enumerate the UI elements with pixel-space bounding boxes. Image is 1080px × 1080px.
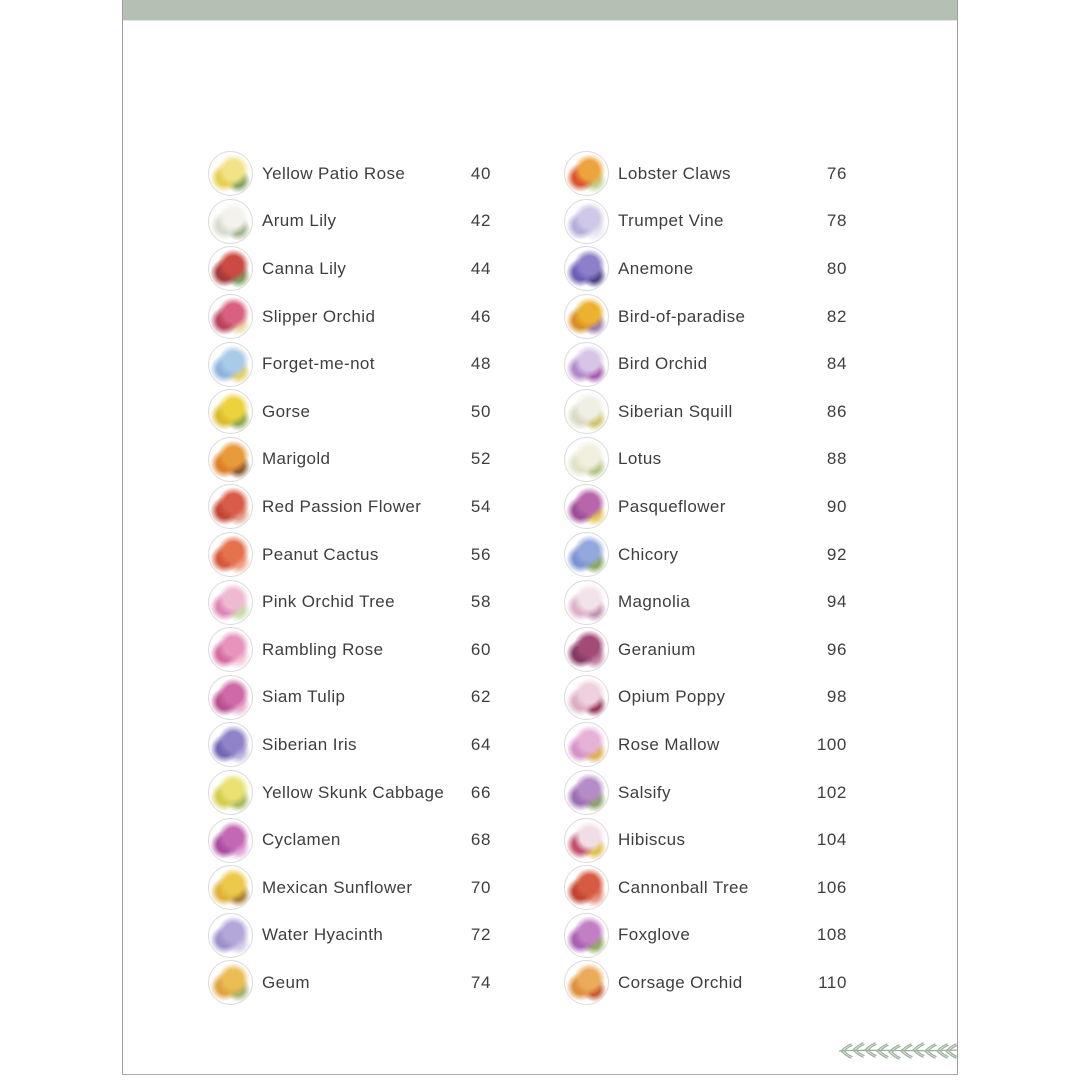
- toc-entry-page-number: 104: [816, 830, 847, 850]
- flower-icon-siberian-squill: [564, 389, 609, 434]
- toc-entry-page-number: 62: [470, 687, 491, 707]
- flower-icon-canna-lily: [208, 246, 253, 291]
- toc-entry-page-number: 76: [826, 163, 847, 183]
- toc-entry-page-number: 58: [470, 592, 491, 612]
- toc-entry: [208, 388, 491, 436]
- toc-entry-title: Pink Orchid Tree: [262, 592, 396, 612]
- flower-icon-cannonball-tree: [564, 865, 609, 910]
- flower-icon-bird-orchid: [564, 342, 609, 387]
- toc-entry-page-number: 44: [470, 258, 491, 278]
- flower-icon-mexican-sunflower: [208, 865, 253, 910]
- toc-entry-title: Geranium: [618, 639, 696, 659]
- toc-entry: [564, 769, 847, 817]
- flower-icon-salsify: [564, 770, 609, 815]
- toc-entry-page-number: 60: [470, 639, 491, 659]
- toc-entry-page-number: 92: [826, 544, 847, 564]
- toc-entry: [564, 626, 847, 674]
- flower-icon-lotus: [564, 437, 609, 482]
- toc-entry-title: Siberian Squill: [618, 401, 733, 421]
- toc-entry: [564, 721, 847, 769]
- flower-icon-bird-of-paradise: [564, 294, 609, 339]
- toc-entry-page-number: 56: [470, 544, 491, 564]
- toc-entry-page-number: 72: [470, 925, 491, 945]
- toc-entry-page-number: 52: [470, 449, 491, 469]
- toc-entry-title: Red Passion Flower: [262, 496, 422, 516]
- toc-entry-title: Rose Mallow: [618, 734, 720, 754]
- toc-entry-page-number: 82: [826, 306, 847, 326]
- toc-entry-page-number: 106: [816, 877, 847, 897]
- toc-entry-page-number: 42: [470, 211, 491, 231]
- toc-entry-title: Cyclamen: [262, 830, 341, 850]
- vine-sprig-icon: [839, 1040, 957, 1062]
- toc-entry-page-number: 68: [470, 830, 491, 850]
- flower-icon-peanut-cactus: [208, 532, 253, 577]
- toc-entry: [564, 674, 847, 722]
- toc-entry-page-number: 78: [826, 211, 847, 231]
- toc-column-right: [564, 150, 847, 1007]
- toc-entry: [208, 721, 491, 769]
- flower-icon-chicory: [564, 532, 609, 577]
- toc-entry: [208, 483, 491, 531]
- flower-icon-lobster-claws: [564, 151, 609, 196]
- toc-entry: [208, 293, 491, 341]
- toc-entry-title: Rambling Rose: [262, 639, 384, 659]
- flower-icon-siam-tulip: [208, 675, 253, 720]
- flower-icon-pink-orchid-tree: [208, 580, 253, 625]
- toc-entry: [564, 578, 847, 626]
- toc-entry: [208, 531, 491, 579]
- flower-icon-slipper-orchid: [208, 294, 253, 339]
- toc-entry-title: Salsify: [618, 782, 671, 802]
- toc-entry-title: Geum: [262, 972, 310, 992]
- flower-icon-gorse: [208, 389, 253, 434]
- toc-entry: [564, 388, 847, 436]
- toc-entry-title: Peanut Cactus: [262, 544, 379, 564]
- toc-entry-title: Marigold: [262, 449, 331, 469]
- toc-entry-page-number: 100: [816, 734, 847, 754]
- flower-icon-yellow-patio-rose: [208, 151, 253, 196]
- toc-entry-title: Opium Poppy: [618, 687, 726, 707]
- toc-entry-page-number: 102: [816, 782, 847, 802]
- toc-entry: [564, 198, 847, 246]
- toc-entry: [564, 150, 847, 198]
- toc-entry-page-number: 88: [826, 449, 847, 469]
- flower-icon-arum-lily: [208, 199, 253, 244]
- toc-entry: [208, 198, 491, 246]
- toc-entry-title: Chicory: [618, 544, 679, 564]
- toc-entry-page-number: 74: [470, 972, 491, 992]
- flower-icon-anemone: [564, 246, 609, 291]
- toc-entry: [564, 436, 847, 484]
- toc-entry: [564, 531, 847, 579]
- toc-entry-page-number: 96: [826, 639, 847, 659]
- toc-entry-page-number: 66: [470, 782, 491, 802]
- flower-icon-opium-poppy: [564, 675, 609, 720]
- book-page: [122, 0, 958, 1075]
- toc-entry-page-number: 108: [816, 925, 847, 945]
- toc-entry-page-number: 46: [470, 306, 491, 326]
- toc-entry-title: Cannonball Tree: [618, 877, 749, 897]
- toc-entry: [208, 959, 491, 1007]
- toc-entry: [208, 674, 491, 722]
- toc-entry-title: Yellow Patio Rose: [262, 163, 406, 183]
- toc-column-left: [208, 150, 491, 1007]
- flower-icon-forget-me-not: [208, 342, 253, 387]
- toc-entry-page-number: 86: [826, 401, 847, 421]
- toc-entry-title: Bird Orchid: [618, 354, 708, 374]
- toc-entry: [208, 912, 491, 960]
- toc-entry-title: Bird-of-paradise: [618, 306, 746, 326]
- toc-entry: [208, 245, 491, 293]
- flower-icon-hibiscus: [564, 818, 609, 863]
- flower-icon-trumpet-vine: [564, 199, 609, 244]
- flower-icon-corsage-orchid: [564, 960, 609, 1005]
- toc-entry: [564, 340, 847, 388]
- toc-entry: [208, 626, 491, 674]
- flower-icon-geranium: [564, 627, 609, 672]
- flower-icon-magnolia: [564, 580, 609, 625]
- flower-icon-foxglove: [564, 913, 609, 958]
- toc-entry: [564, 959, 847, 1007]
- toc-entry-title: Lobster Claws: [618, 163, 731, 183]
- toc-entry: [564, 245, 847, 293]
- toc-entry: [564, 864, 847, 912]
- toc-entry: [208, 340, 491, 388]
- toc-entry-title: Gorse: [262, 401, 311, 421]
- toc-entry: [208, 150, 491, 198]
- toc-entry-page-number: 90: [826, 496, 847, 516]
- flower-icon-geum: [208, 960, 253, 1005]
- toc-entry: [208, 769, 491, 817]
- toc-entry: [564, 912, 847, 960]
- toc-entry-page-number: 94: [826, 592, 847, 612]
- toc-entry-title: Foxglove: [618, 925, 691, 945]
- flower-icon-cyclamen: [208, 818, 253, 863]
- toc-entry-title: Mexican Sunflower: [262, 877, 413, 897]
- toc-entry: [208, 816, 491, 864]
- toc-entry-title: Magnolia: [618, 592, 691, 612]
- flower-icon-pasqueflower: [564, 484, 609, 529]
- toc-entry-title: Corsage Orchid: [618, 972, 743, 992]
- toc-entry-page-number: 48: [470, 354, 491, 374]
- toc-entry-page-number: 80: [826, 258, 847, 278]
- toc-entry-title: Canna Lily: [262, 258, 347, 278]
- toc-entry-title: Lotus: [618, 449, 662, 469]
- toc-entry-page-number: 50: [470, 401, 491, 421]
- flower-icon-rambling-rose: [208, 627, 253, 672]
- flower-icon-marigold: [208, 437, 253, 482]
- flower-icon-siberian-iris: [208, 722, 253, 767]
- toc-entry-title: Hibiscus: [618, 830, 686, 850]
- flower-icon-rose-mallow: [564, 722, 609, 767]
- flower-icon-yellow-skunk-cabbage: [208, 770, 253, 815]
- toc-entry-title: Pasqueflower: [618, 496, 726, 516]
- toc-entry-title: Trumpet Vine: [618, 211, 724, 231]
- toc-entry: [564, 483, 847, 531]
- toc-entry-page-number: 40: [470, 163, 491, 183]
- flower-icon-water-hyacinth: [208, 913, 253, 958]
- toc-entry-title: Arum Lily: [262, 211, 337, 231]
- toc-entry: [208, 864, 491, 912]
- toc-entry-page-number: 110: [818, 972, 847, 992]
- flower-icon-red-passion-flower: [208, 484, 253, 529]
- toc-entry: [208, 578, 491, 626]
- toc-entry-title: Water Hyacinth: [262, 925, 384, 945]
- toc-entry-title: Siam Tulip: [262, 687, 346, 707]
- toc-entry: [564, 816, 847, 864]
- toc-entry-title: Anemone: [618, 258, 694, 278]
- toc-entry-title: Forget-me-not: [262, 354, 375, 374]
- toc-entry-title: Yellow Skunk Cabbage: [262, 782, 445, 802]
- toc-entry-page-number: 98: [826, 687, 847, 707]
- toc-entry: [564, 293, 847, 341]
- toc-entry: [208, 436, 491, 484]
- toc-entry-page-number: 84: [826, 354, 847, 374]
- toc-entry-page-number: 54: [470, 496, 491, 516]
- page-top-accent-bar: [123, 0, 957, 21]
- toc-entry-page-number: 64: [470, 734, 491, 754]
- toc-entry-page-number: 70: [470, 877, 491, 897]
- toc-entry-title: Slipper Orchid: [262, 306, 376, 326]
- toc-entry-title: Siberian Iris: [262, 734, 357, 754]
